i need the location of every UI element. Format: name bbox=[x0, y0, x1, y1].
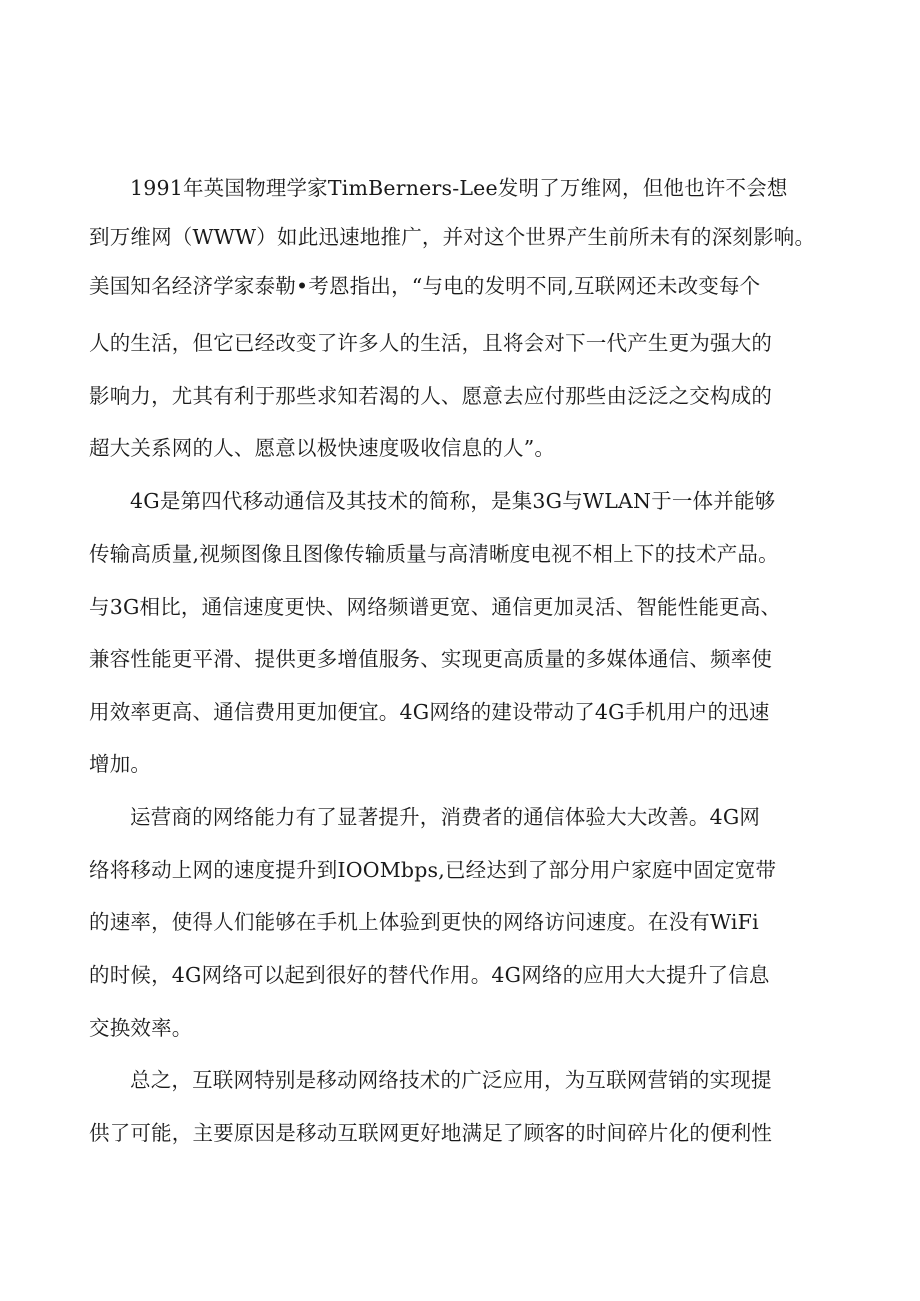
paragraph-2-line-6: 增加。 bbox=[89, 752, 152, 776]
paragraph-1-line-1: 1991年英国物理学家TimBerners-Lee发明了万维网，但他也许不会想 bbox=[130, 176, 788, 200]
paragraph-3-line-1: 运营商的网络能力有了显著提升，消费者的通信体验大大改善。4G网 bbox=[130, 805, 761, 829]
paragraph-2-line-4: 兼容性能更平滑、提供更多增值服务、实现更高质量的多媒体通信、频率使 bbox=[89, 647, 773, 671]
paragraph-1-line-2: 到万维网（WWW）如此迅速地推广，并对这个世界产生前所未有的深刻影响。 bbox=[89, 225, 816, 249]
paragraph-4-line-2: 供了可能，主要原因是移动互联网更好地满足了顾客的时间碎片化的便利性 bbox=[89, 1121, 773, 1145]
paragraph-3-line-3: 的速率，使得人们能够在手机上体验到更快的网络访问速度。在没有WiFi bbox=[89, 910, 759, 934]
paragraph-1-line-5: 影响力，尤其有利于那些求知若渴的人、愿意去应付那些由泛泛之交构成的 bbox=[89, 384, 773, 408]
paragraph-1-line-3: 美国知名经济学家泰勒•考恩指出，“与电的发明不同,互联网还未改变每个 bbox=[89, 274, 761, 298]
paragraph-1-line-4: 人的生活，但它已经改变了许多人的生活，且将会对下一代产生更为强大的 bbox=[89, 331, 773, 355]
paragraph-2-line-3: 与3G相比，通信速度更快、网络频谱更宽、通信更加灵活、智能性能更高、 bbox=[89, 595, 782, 619]
paragraph-2-line-1: 4G是第四代移动通信及其技术的简称，是集3G与WLAN于一体并能够 bbox=[130, 489, 776, 513]
paragraph-3-line-4: 的时候，4G网络可以起到很好的替代作用。4G网络的应用大大提升了信息 bbox=[89, 963, 770, 987]
paragraph-3-line-5: 交换效率。 bbox=[89, 1016, 193, 1040]
paragraph-2-line-2: 传输高质量,视频图像且图像传输质量与高清晰度电视不相上下的技术产品。 bbox=[89, 542, 779, 566]
paragraph-1-line-6: 超大关系网的人、愿意以极快速度吸收信息的人”。 bbox=[89, 436, 556, 460]
paragraph-4-line-1: 总之，互联网特别是移动网络技术的广泛应用，为互联网营销的实现提 bbox=[130, 1068, 772, 1092]
paragraph-2-line-5: 用效率更高、通信费用更加便宜。4G网络的建设带动了4G手机用户的迅速 bbox=[89, 700, 770, 724]
paragraph-3-line-2: 络将移动上网的速度提升到IOOMbps,已经达到了部分用户家庭中固定宽带 bbox=[89, 858, 777, 882]
